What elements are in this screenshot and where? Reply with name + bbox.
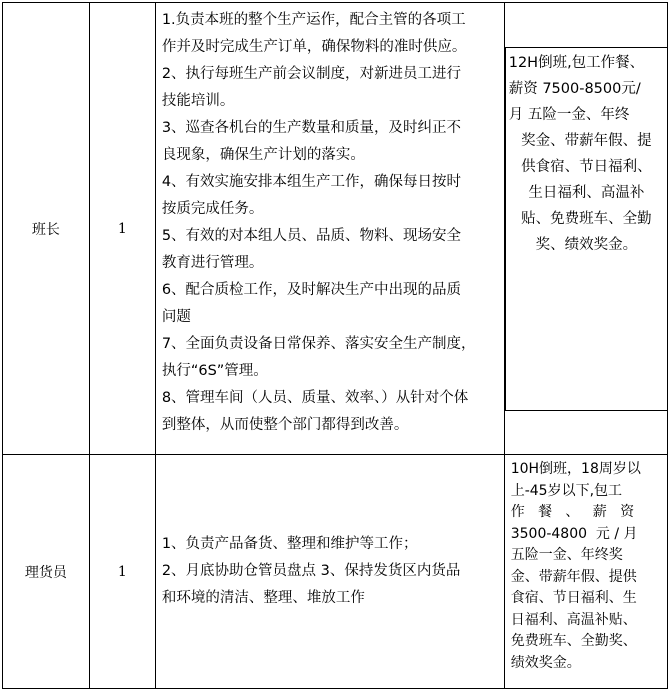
count-value: 1 [117, 563, 127, 580]
benefit-line: 绩效奖金。 [510, 654, 581, 671]
benefit-line: 10H倒班，18周岁以 [510, 461, 641, 477]
duty-line: 7、全面负责设备日常保养、落实安全生产制度， [161, 336, 476, 352]
duties-cell [155, 455, 504, 689]
duty-line: 执行“6S”管理。 [161, 363, 268, 379]
position-label: 理货员 [24, 564, 67, 581]
duties-cell [155, 3, 504, 455]
duty-line: 6、配合质检工作，及时解决生产中出现的品质 [161, 282, 462, 298]
duty-line: 良现象，确保生产计划的落实。 [161, 147, 365, 163]
benefit-line: 贴、免费班车、全勤 [521, 210, 652, 227]
benefit-line: 免费班车、全勤奖、 [510, 633, 637, 649]
job-table [2, 2, 668, 689]
duty-line: 2、月底协助仓管员盘点 3、保持发货区内货品 [161, 563, 461, 579]
duty-line: 8、管理车间（人员、质量、效率、）从针对个体 [161, 390, 469, 406]
duty-line: 技能培训。 [161, 93, 235, 109]
benefits-box [505, 47, 667, 411]
benefit-line: 12H倒班,包工作餐、 [508, 54, 645, 71]
position-cell [3, 455, 90, 689]
benefit-line: 3500-4800 元 / 月 [510, 525, 638, 542]
duty-line: 4、有效实施安排本组生产工作，确保每日按时 [161, 174, 462, 190]
duty-line: 1.负责本班的整个生产运作，配合主管的各项工 [161, 12, 466, 28]
benefit-line: 作 餐 、 薪 资 [510, 504, 635, 520]
duty-line: 3、巡查各机台的生产数量和质量，及时纠正不 [161, 120, 462, 136]
table-row [3, 3, 668, 455]
benefit-line: 薪资 7500-8500元/ [508, 80, 641, 97]
duty-line: 和环境的清洁、整理、堆放工作 [161, 590, 365, 606]
duty-line: 1、负责产品备货、整理和维护等工作； [161, 536, 418, 552]
duty-line: 5、有效的对本组人员、品质、物料、现场安全 [161, 228, 462, 244]
benefits-cell [504, 3, 667, 455]
benefit-line: 月 五险一金、年终 [508, 106, 630, 123]
benefit-line: 上-45岁以下,包工 [510, 482, 623, 499]
duty-line: 2、执行每班生产前会议制度，对新进员工进行 [161, 66, 462, 82]
benefit-line: 奖金、带薪年假、提 [521, 132, 652, 149]
position-label: 班长 [31, 221, 60, 238]
duty-line: 问题 [161, 309, 191, 325]
duty-line: 作并及时完成生产订单，确保物料的准时供应。 [161, 39, 467, 55]
count-value: 1 [117, 220, 127, 237]
benefit-line: 奖、绩效奖金。 [535, 236, 638, 253]
duty-line: 按质完成任务。 [161, 201, 264, 217]
table-row [3, 455, 668, 689]
benefits-cell [504, 455, 667, 689]
benefit-line: 日福利、高温补贴、 [510, 611, 637, 628]
benefit-line: 五险一金、年终奖 [510, 547, 623, 563]
count-cell [89, 3, 155, 455]
position-cell [3, 3, 90, 455]
benefit-line: 生日福利、高温补 [528, 184, 645, 201]
benefit-line: 金、带薪年假、提供 [510, 568, 637, 585]
duty-line: 到整体，从而使整个部门都得到改善。 [161, 417, 409, 433]
count-cell [89, 455, 155, 689]
benefit-line: 供食宿、节日福利、 [521, 158, 652, 175]
benefit-line: 食宿、节日福利、生 [510, 590, 637, 606]
duty-line: 教育进行管理。 [161, 255, 264, 271]
